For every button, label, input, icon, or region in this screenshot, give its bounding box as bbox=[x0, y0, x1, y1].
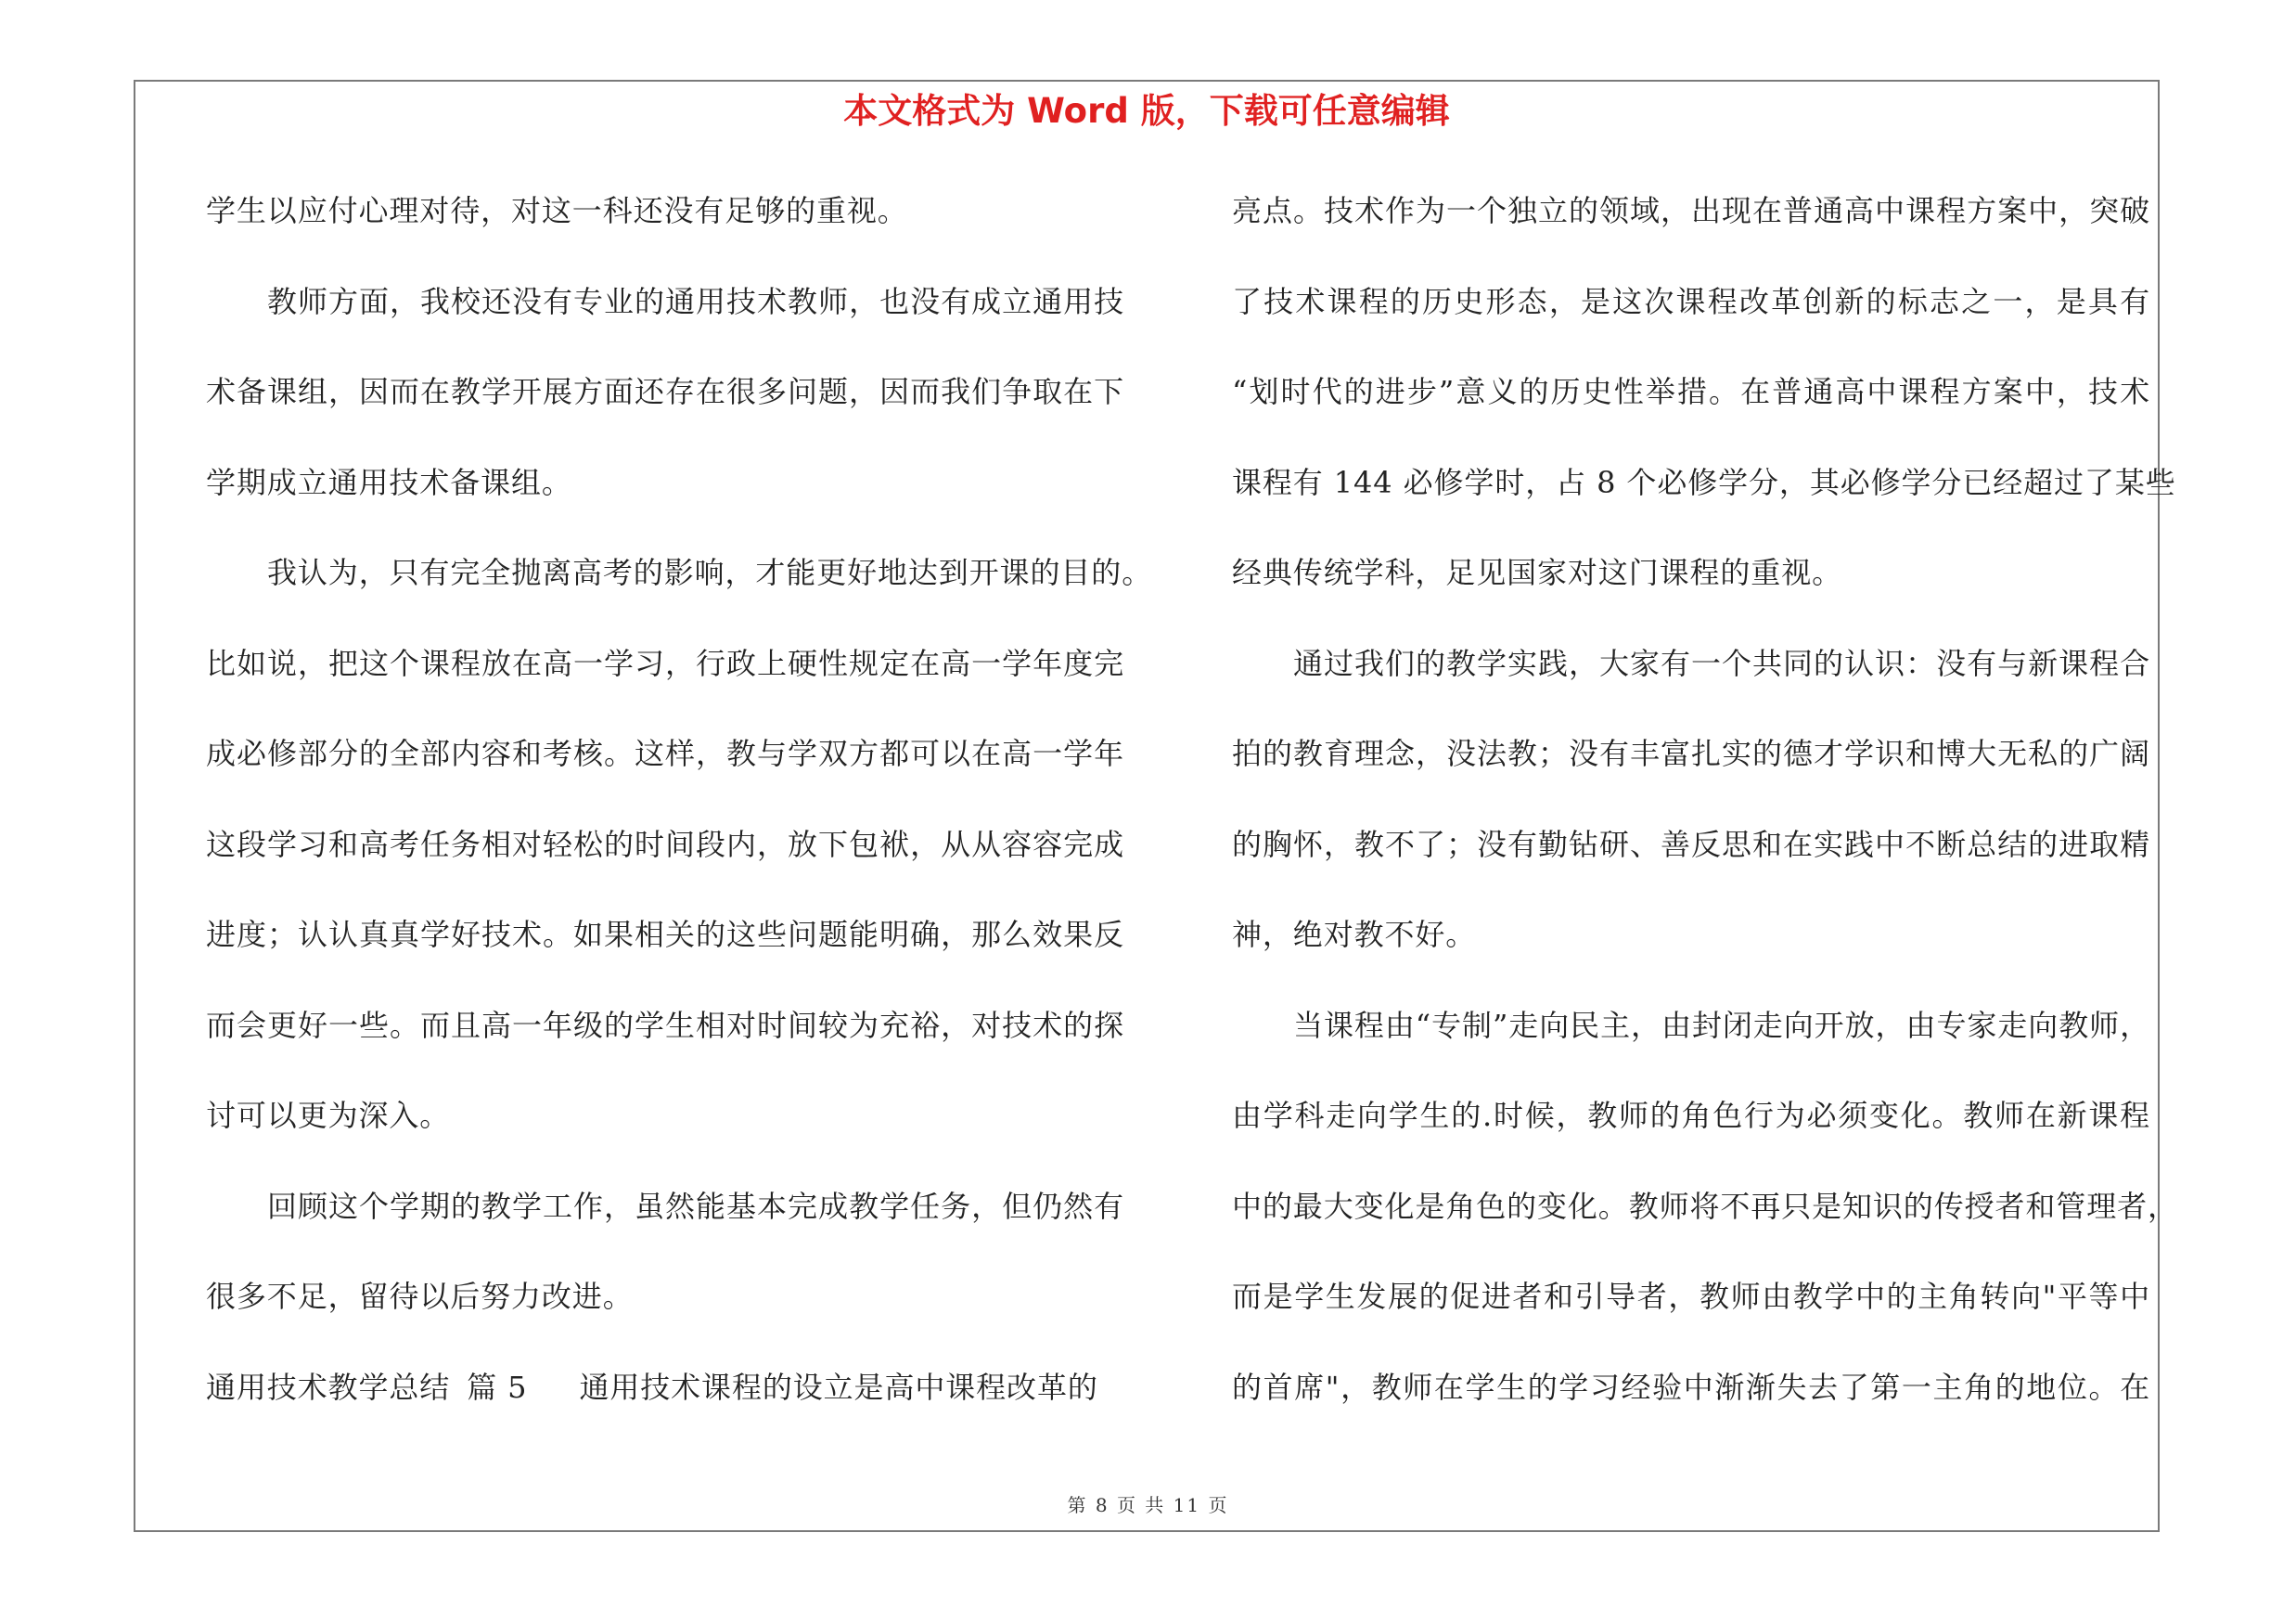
text-line: 比如说，把这个课程放在高一学习，行政上硬性规定在高一学年度完 bbox=[206, 645, 1124, 681]
text-line: 的首席"，教师在学生的学习经验中渐渐失去了第一主角的地位。在 bbox=[1232, 1369, 2150, 1405]
left-column bbox=[206, 182, 1153, 1449]
page-number-footer: 第 8 页 共 11 页 bbox=[1067, 1494, 1229, 1516]
text-line: 神，绝对教不好。 bbox=[1232, 917, 1477, 952]
text-line: 这段学习和高考任务相对轻松的时间段内，放下包袱，从从容容完成 bbox=[206, 826, 1124, 862]
word-format-banner: 本文格式为 Word 版，下载可任意编辑 bbox=[843, 91, 1450, 131]
text-line: 我认为，只有完全抛离高考的影响，才能更好地达到开课的目的。 bbox=[267, 555, 1153, 590]
text-line: 了技术课程的历史形态，是这次课程改革创新的标志之一，是具有 bbox=[1232, 283, 2150, 319]
text-line: 术备课组，因而在教学开展方面还存在很多问题，因而我们争取在下 bbox=[206, 374, 1124, 409]
text-line: “划时代的进步”意义的历史性举措。在普通高中课程方案中，技术 bbox=[1232, 374, 2150, 409]
text-line: 进度；认认真真学好技术。如果相关的这些问题能明确，那么效果反 bbox=[206, 917, 1124, 952]
text-line: 当课程由“专制”走向民主，由封闭走向开放，由专家走向教师， bbox=[1293, 1007, 2150, 1043]
text-line: 的胸怀，教不了；没有勤钻研、善反思和在实践中不断总结的进取精 bbox=[1232, 826, 2150, 862]
text-line: 课程有 144 必修学时，占 8 个必修学分，其必修学分已经超过了某些 bbox=[1232, 464, 2176, 500]
section-title: 通用技术教学总结 bbox=[206, 1369, 451, 1405]
text-line: 学期成立通用技术备课组。 bbox=[206, 464, 572, 500]
text-line: 经典传统学科，足见国家对这门课程的重视。 bbox=[1232, 555, 1843, 590]
text-line: 回顾这个学期的教学工作，虽然能基本完成教学任务，但仍然有 bbox=[267, 1188, 1124, 1224]
text-line: 学生以应付心理对待，对这一科还没有足够的重视。 bbox=[206, 193, 908, 228]
text-line: 而是学生发展的促进者和引导者，教师由教学中的主角转向"平等中 bbox=[1232, 1279, 2150, 1314]
text-line: 讨可以更为深入。 bbox=[206, 1098, 451, 1133]
text-line: 而会更好一些。而且高一年级的学生相对时间较为充裕，对技术的探 bbox=[206, 1007, 1124, 1043]
section-intro-text: 通用技术课程的设立是高中课程改革的 bbox=[579, 1369, 1098, 1405]
section-heading-line bbox=[206, 1359, 1124, 1449]
text-line: 中的最大变化是角色的变化。教师将不再只是知识的传授者和管理者， bbox=[1232, 1188, 2178, 1224]
text-line: 成必修部分的全部内容和考核。这样，教与学双方都可以在高一学年 bbox=[206, 736, 1124, 771]
text-line: 由学科走向学生的.时候，教师的角色行为必须变化。教师在新课程 bbox=[1232, 1098, 2150, 1133]
text-line: 拍的教育理念，没法教；没有丰富扎实的德才学识和博大无私的广阔 bbox=[1232, 736, 2150, 771]
text-line: 教师方面，我校还没有专业的通用技术教师，也没有成立通用技 bbox=[267, 283, 1124, 319]
text-line: 亮点。技术作为一个独立的领域，出现在普通高中课程方案中，突破 bbox=[1232, 193, 2150, 228]
text-line: 很多不足，留待以后努力改进。 bbox=[206, 1279, 634, 1314]
right-column bbox=[1232, 182, 2178, 1449]
text-line: 通过我们的教学实践，大家有一个共同的认识：没有与新课程合 bbox=[1293, 645, 2150, 681]
section-number: 篇 5 bbox=[467, 1369, 528, 1405]
